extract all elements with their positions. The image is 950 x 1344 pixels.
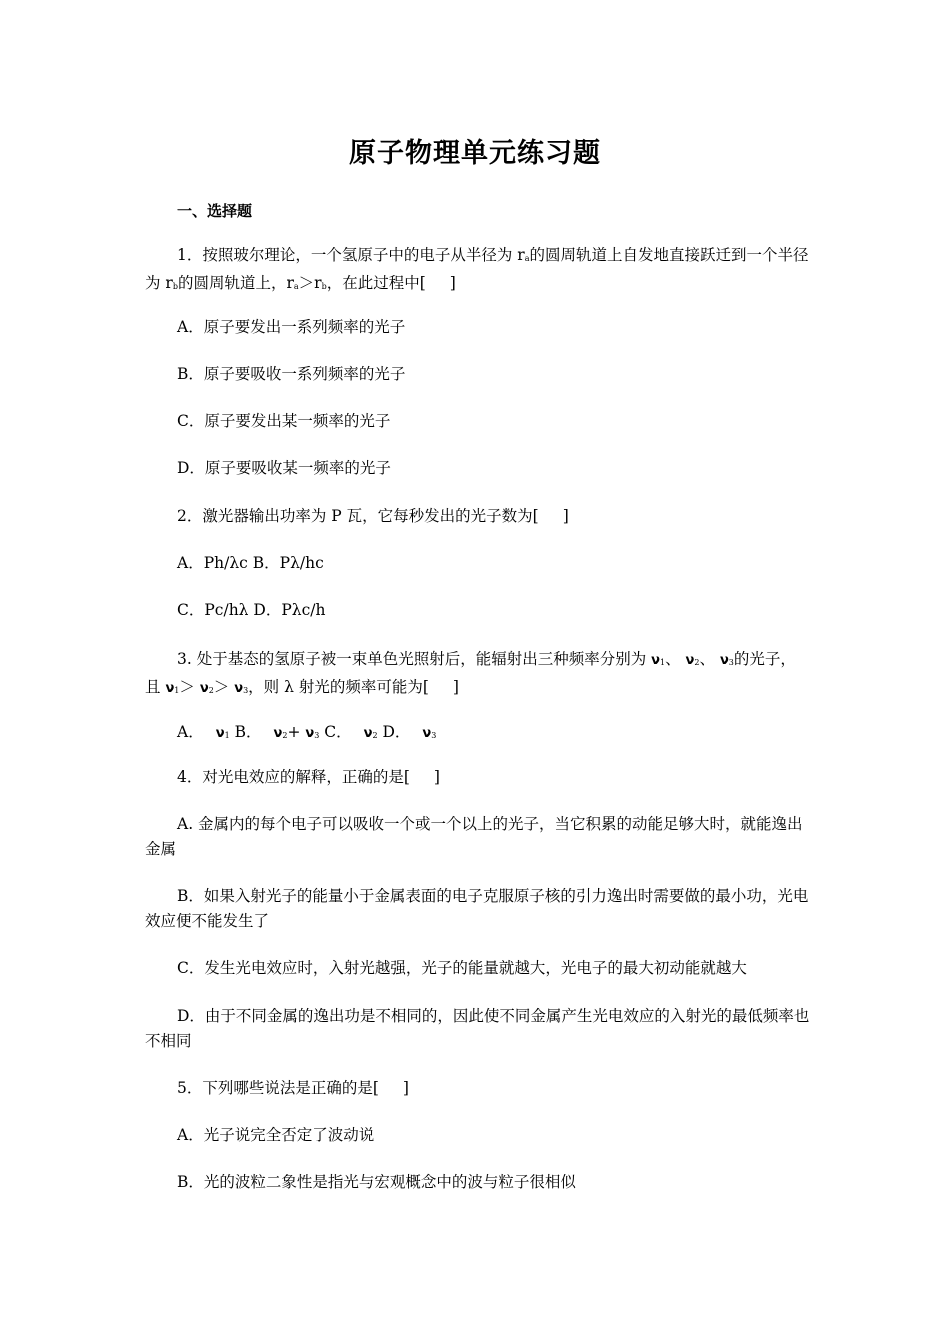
question-4-option-d: D．由于不同金属的逸出功是不相同的，因此使不同金属产生光电效应的入射光的最低频率也不相同 xyxy=(145,1007,810,1050)
question-1-stem: 1．按照玻尔理论，一个氢原子中的电子从半径为 $r_a$的圆周轨道上自发地直接跃迁到一个半径为 $r_b$的圆周轨道上，$r_a>r_b$，在此过程中[ ] xyxy=(145,246,809,292)
question-4-option-a: A. 金属内的每个电子可以吸收一个或一个以上的光子，当它积累的动能足够大时，就能逸出金属 xyxy=(145,815,803,858)
question-4-stem: 4．对光电效应的解释，正确的是[ ] xyxy=(177,768,440,786)
question-1-option-a: A．原子要发出一系列频率的光子 xyxy=(177,318,406,336)
question-2-options-ab: A．Ph/λc B．Pλ/hc xyxy=(177,554,324,572)
question-5-option-a: A．光子说完全否定了波动说 xyxy=(177,1126,375,1144)
section-heading: 一、选择题 xyxy=(177,202,253,220)
question-2-stem: 2．激光器输出功率为 P 瓦，它每秒发出的光子数为[ ] xyxy=(177,507,569,525)
question-1-option-d: D．原子要吸收某一频率的光子 xyxy=(177,459,391,477)
question-2-options-cd: C．Pc/hλ D．Pλc/h xyxy=(177,601,326,619)
question-3-stem: 3. 处于基态的氢原子被一束单色光照射后，能辐射出三种频率分别为 $\nu_1$、 $\nu_2$、 $\nu_3$的光子，且 $\nu_1> \nu_2> \nu_3$，则 λ 射光的频率可能为[ ] xyxy=(145,650,796,696)
question-1-option-b: B．原子要吸收一系列频率的光子 xyxy=(177,365,406,383)
question-4-option-c: C．发生光电效应时，入射光越强，光子的能量就越大，光电子的最大初动能就越大 xyxy=(177,959,747,977)
question-1-option-c: C．原子要发出某一频率的光子 xyxy=(177,412,391,430)
question-3-options: A． $\nu_1$ B． $\nu_2+ \nu_3$ C． $\nu_2$ D． $\nu_3$ xyxy=(177,723,437,741)
document-title: 原子物理单元练习题 xyxy=(349,138,601,169)
question-5-option-b: B．光的波粒二象性是指光与宏观概念中的波与粒子很相似 xyxy=(177,1173,576,1191)
question-4-option-b: B．如果入射光子的能量小于金属表面的电子克服原子核的引力逸出时需要做的最小功，光电效应便不能发生了 xyxy=(145,887,809,930)
question-5-stem: 5．下列哪些说法是正确的是[ ] xyxy=(177,1079,409,1097)
